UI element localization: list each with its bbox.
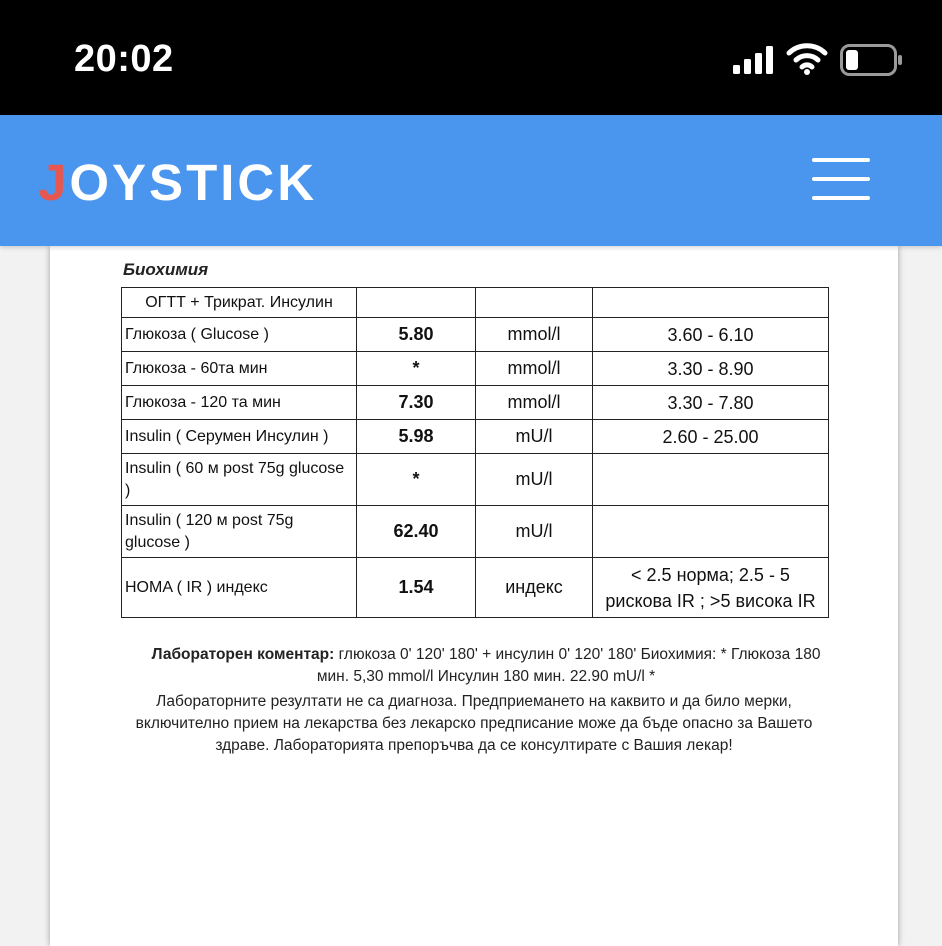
menu-icon-bar [812,158,870,162]
table-header-ref [593,288,829,318]
status-time: 20:02 [74,38,174,80]
lab-report-document [50,246,898,946]
test-value: 5.80 [357,318,476,352]
hamburger-menu-button[interactable] [808,154,874,204]
table-row [122,506,829,558]
menu-icon-bar [812,196,870,200]
wifi-icon [786,40,828,76]
menu-icon-bar [812,177,870,181]
test-value: 62.40 [357,506,476,558]
test-name: Insulin ( 120 м post 75g glucose ) [122,506,357,558]
cellular-signal-icon [733,46,773,74]
table-header-name: ОГТТ + Трикрат. Инсулин [122,288,357,318]
lab-comment-label: Лабораторен коментар: [151,646,335,663]
lab-comment [146,644,826,688]
lab-comment-text: глюкоза 0' 120' 180' + инсулин 0' 120' 180' Биохимия: * Глюкоза 180 мин. 5,30 mmol/l Инсулин 180 мин. 22.90 mU/l * [316,646,821,685]
test-reference-range: 3.30 - 8.90 [593,352,829,386]
test-reference-range [593,454,829,506]
test-name: Глюкоза ( Glucose ) [122,318,357,352]
table-header-row [122,288,829,318]
section-title: Биохимия [123,260,209,279]
table-row [122,386,829,420]
test-value: * [357,352,476,386]
test-reference-range: 3.60 - 6.10 [593,318,829,352]
test-name: Глюкоза - 60та мин [122,352,357,386]
status-bar [0,0,942,115]
joystick-logo[interactable]: JOYSTICK [38,154,318,211]
test-unit: mmol/l [476,386,593,420]
table-header-unit [476,288,593,318]
battery-icon [840,44,904,76]
table-row [122,558,829,618]
test-unit: mmol/l [476,318,593,352]
test-name: HOMA ( IR ) индекс [122,558,357,618]
test-name: Глюкоза - 120 та мин [122,386,357,420]
results-table [121,287,829,618]
test-reference-range: 3.30 - 7.80 [593,386,829,420]
table-header-value [357,288,476,318]
test-name: Insulin ( Серумен Инсулин ) [122,420,357,454]
disclaimer-text: Лабораторните резултати не са диагноза. Предприемането на каквито и да било мерки, включително прием на лекарства без лекарско предписание може да бъде опасно за Вашето здраве. Лабораторията препоръчва да се консултирате с Вашия лекар! [135,693,813,754]
test-unit: mU/l [476,506,593,558]
table-row [122,420,829,454]
test-value: * [357,454,476,506]
table-row [122,318,829,352]
test-name: Insulin ( 60 м post 75g glucose ) [122,454,357,506]
table-row [122,454,829,506]
test-unit: mU/l [476,454,593,506]
test-value: 7.30 [357,386,476,420]
test-unit: mmol/l [476,352,593,386]
test-value: 5.98 [357,420,476,454]
app-header [0,115,942,246]
test-reference-range: < 2.5 норма; 2.5 - 5 рискова IR ; >5 висока IR [593,558,829,618]
test-unit: индекс [476,558,593,618]
table-row [122,352,829,386]
test-unit: mU/l [476,420,593,454]
test-value: 1.54 [357,558,476,618]
test-reference-range: 2.60 - 25.00 [593,420,829,454]
test-reference-range [593,506,829,558]
